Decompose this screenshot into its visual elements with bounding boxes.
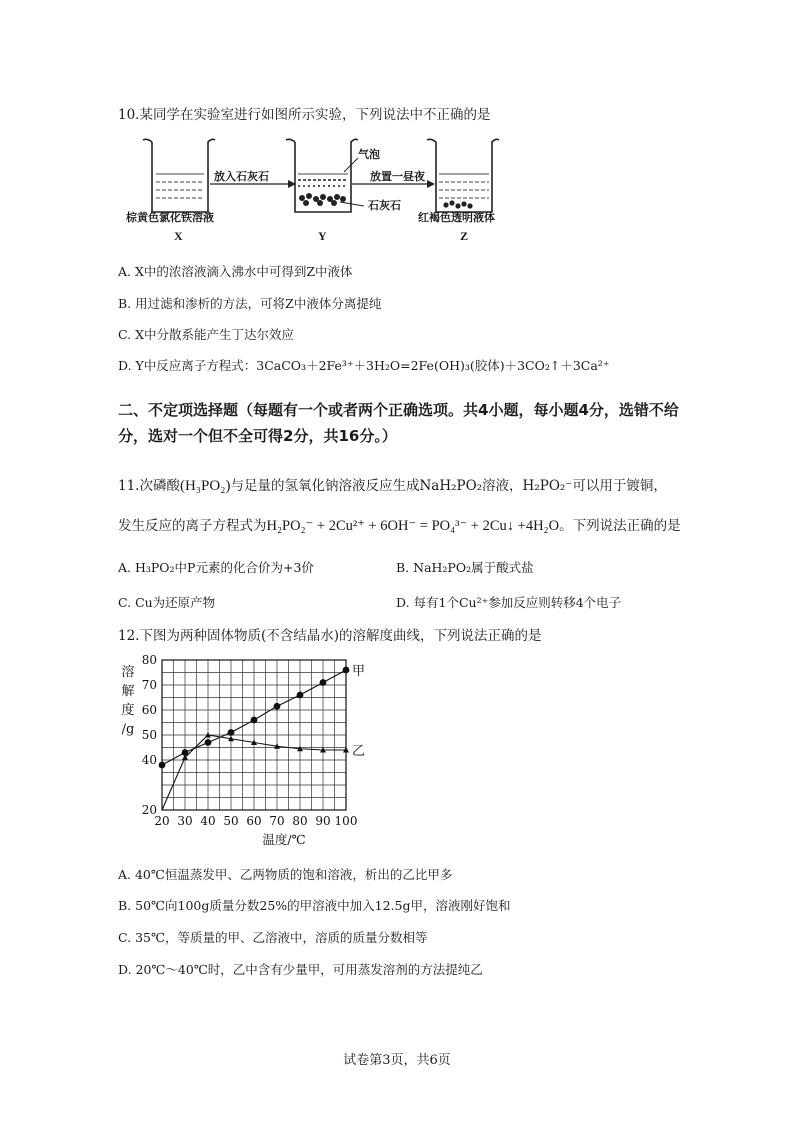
data-point-1 [205, 739, 212, 746]
y-tick-label: 80 [141, 653, 157, 667]
x-axis-label: 温度/℃ [262, 832, 306, 847]
label-y: Y [318, 229, 327, 243]
x-tick-label: 90 [315, 814, 331, 828]
beaker-z-label: 红褐色透明液体 [418, 211, 495, 224]
q11-line-1-post: 与足量的氢氧化钠溶液反应生成NaH₂PO₂溶液，H₂PO₂⁻可以用于镀铜， [230, 478, 667, 494]
q10-option-b: B. 用过滤和渗析的方法，可将Z中液体分离提纯 [118, 296, 382, 311]
q11-line-1 [118, 474, 667, 495]
x-tick-label: 100 [334, 814, 358, 828]
arrow-1-label: 放入石灰石 [214, 170, 269, 183]
x-tick-label: 30 [177, 814, 193, 828]
y-axis-label: 度 [121, 703, 135, 718]
y-tick-label: 50 [141, 728, 157, 742]
q11-equation: H₂PO₂⁻ + 2Cu²⁺ + 6OH⁻ = PO₄³⁻ + 2Cu↓ +4H₂O [266, 518, 560, 534]
q12-option-c: C. 35℃，等质量的甲、乙溶液中，溶质的质量分数相等 [118, 930, 428, 945]
x-tick-label: 40 [200, 814, 216, 828]
bubble-label: 气泡 [358, 148, 380, 161]
y-tick-label: 70 [141, 678, 157, 692]
q11-option-b: B. NaH₂PO₂属于酸式盐 [396, 560, 534, 575]
section-2-heading: 二、不定项选择题（每题有一个或者两个正确选项。共4小题，每小题4分，选错不给分，选对一个但不全可得2分，共16分。） [118, 401, 679, 445]
beaker-y-icon [286, 139, 358, 212]
x-tick-label: 50 [223, 814, 239, 828]
beaker-z-icon [427, 139, 499, 212]
q11-line-1-pre: 11.次磷酸 [118, 478, 180, 494]
x-tick-label: 60 [246, 814, 262, 828]
label-x: X [174, 229, 183, 243]
q10-option-a: A. X中的浓溶液滴入沸水中可得到Z中液体 [118, 264, 353, 279]
y-tick-label: 20 [141, 803, 157, 817]
arrow-2-label: 放置一昼夜 [370, 170, 425, 183]
q11-line-2-pre: 发生反应的离子方程式为 [118, 518, 267, 534]
q12-stem: 12.下图为两种固体物质(不含结晶水)的溶解度曲线，下列说法正确的是 [118, 628, 542, 644]
q12-option-a: A. 40℃恒温蒸发甲、乙两物质的饱和溶液，析出的乙比甲多 [118, 867, 453, 882]
y-axis-label: 溶 [121, 665, 135, 680]
series-label-1: 甲 [352, 664, 366, 679]
x-tick-label: 20 [154, 814, 170, 828]
data-point-1 [297, 692, 304, 699]
q10-stem: 10.某同学在实验室进行如图所示实验，下列说法中不正确的是 [118, 107, 491, 123]
y-axis-label: /g [121, 722, 135, 737]
y-axis-label: 解 [121, 684, 135, 699]
q11-line-2-post: 。下列说法正确的是 [559, 518, 681, 534]
q11-line-2 [118, 514, 681, 535]
page-footer: 试卷第3页，共6页 [343, 1053, 451, 1068]
x-tick-label: 70 [269, 814, 285, 828]
data-point-1 [159, 762, 166, 769]
y-tick-label: 60 [141, 703, 157, 717]
q10-option-c: C. X中分散系能产生丁达尔效应 [118, 327, 294, 342]
data-point-1 [320, 679, 327, 686]
q11-option-d: D. 每有1个Cu²⁺参加反应则转移4个电子 [396, 595, 622, 610]
beaker-x-icon [143, 139, 215, 212]
q12-option-b: B. 50℃向100g质量分数25%的甲溶液中加入12.5g甲，溶液刚好饱和 [118, 898, 511, 913]
data-point-1 [274, 703, 281, 710]
x-tick-label: 80 [292, 814, 308, 828]
q11-acid-formula: (H₃PO₂) [179, 478, 231, 494]
stone-label: 石灰石 [368, 199, 401, 212]
q10-option-d: D. Y中反应离子方程式：3CaCO₃＋2Fe³⁺＋3H₂O=2Fe(OH)₃(胶体)＋3CO₂↑＋3Ca²⁺ [118, 358, 610, 373]
q11-option-a: A. H₃PO₂中P元素的化合价为+3价 [118, 560, 314, 575]
label-z: Z [460, 229, 469, 243]
y-tick-label: 40 [141, 753, 157, 767]
data-point-1 [228, 729, 235, 736]
solubility-chart [116, 650, 376, 850]
series-label-2: 乙 [352, 744, 366, 759]
q11-option-c: C. Cu为还原产物 [118, 595, 216, 610]
data-point-1 [343, 667, 350, 674]
beaker-x-label: 棕黄色氯化铁溶液 [126, 211, 214, 224]
q12-option-d: D. 20℃～40℃时，乙中含有少量甲，可用蒸发溶剂的方法提纯乙 [118, 962, 483, 977]
data-point-1 [251, 717, 258, 724]
